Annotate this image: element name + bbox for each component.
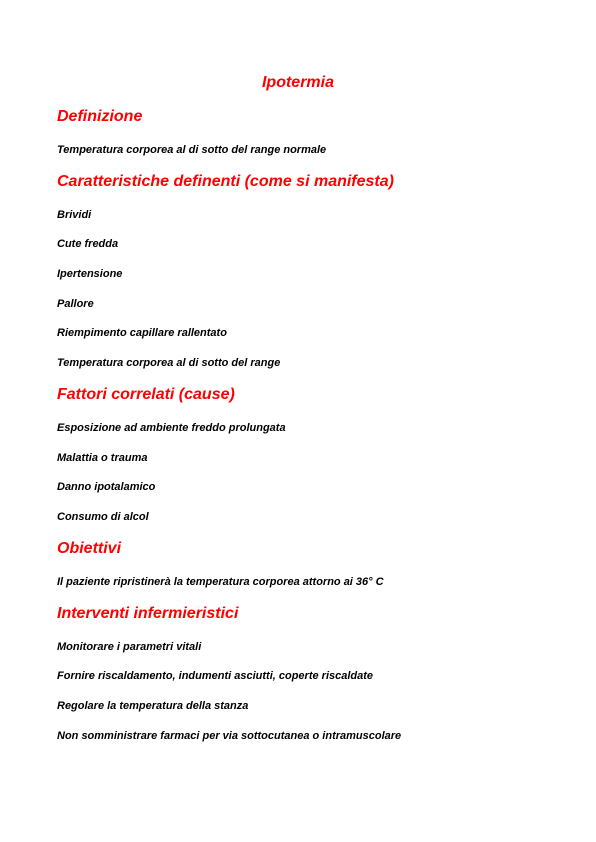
section-heading-definizione: Definizione <box>57 108 143 125</box>
section-item: Consumo di alcol <box>57 511 149 523</box>
section-heading-interventi: Interventi infermieristici <box>57 605 239 622</box>
section-item: Temperatura corporea al di sotto del range normale <box>57 144 327 156</box>
section-item: Temperatura corporea al di sotto del range <box>57 357 281 369</box>
section-item: Riempimento capillare rallentato <box>57 327 227 339</box>
section-item: Malattia o trauma <box>57 452 148 464</box>
section-heading-fattori: Fattori correlati (cause) <box>57 386 235 403</box>
section-item: Pallore <box>57 298 94 310</box>
section-item: Il paziente ripristinerà la temperatura corporea attorno ai 36° C <box>57 576 384 588</box>
section-item: Danno ipotalamico <box>57 481 156 493</box>
section-heading-obiettivi: Obiettivi <box>57 540 122 557</box>
section-item: Regolare la temperatura della stanza <box>57 700 249 712</box>
section-item: Esposizione ad ambiente freddo prolungata <box>57 422 286 434</box>
section-heading-caratteristiche: Caratteristiche definenti (come si manifesta) <box>57 173 394 190</box>
section-item: Ipertensione <box>57 268 123 280</box>
section-item: Fornire riscaldamento, indumenti asciutti, coperte riscaldate <box>57 670 374 682</box>
section-item: Brividi <box>57 209 92 221</box>
section-item: Monitorare i parametri vitali <box>57 641 202 653</box>
section-item: Non somministrare farmaci per via sottocutanea o intramuscolare <box>57 730 402 742</box>
document-title: Ipotermia <box>261 74 334 91</box>
section-item: Cute fredda <box>57 238 119 250</box>
